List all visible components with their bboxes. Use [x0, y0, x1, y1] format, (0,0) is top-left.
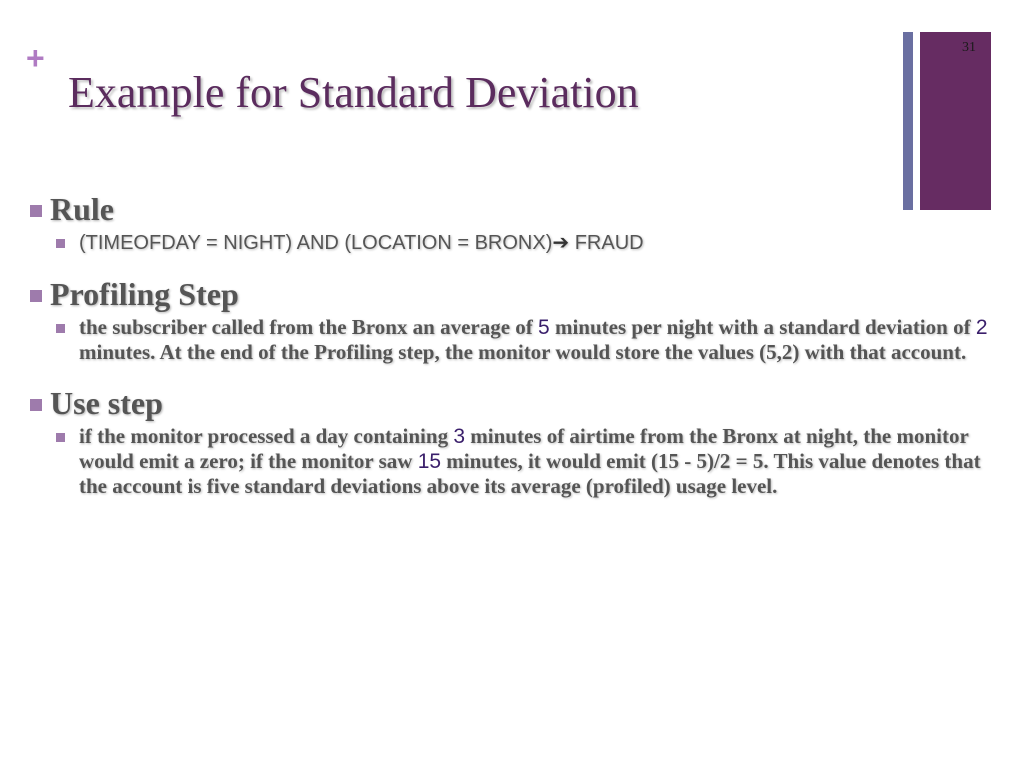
text-segment: minutes per night with a standard deviation of [549, 315, 976, 339]
section-heading: Use step [50, 385, 163, 421]
square-bullet-icon [30, 205, 42, 217]
sub-bullet-row [56, 424, 1000, 498]
square-bullet-icon [30, 290, 42, 302]
arrow-right-icon: ➔ [552, 230, 570, 254]
heading-row [30, 382, 1000, 424]
section-heading: Profiling Step [50, 276, 239, 312]
number-highlight: 3 [453, 425, 466, 448]
bullet-text [79, 424, 994, 498]
rule-result: FRAUD [569, 232, 644, 254]
plus-icon: + [26, 40, 45, 76]
text-segment: if the monitor processed a day containing [79, 424, 454, 448]
text-segment: minutes of airtime from the Bronx at night, the monitor would emit a zero; if the monitor saw [79, 424, 969, 473]
number-highlight: 15 [417, 450, 442, 473]
page-number: 31 [962, 40, 976, 55]
square-bullet-icon [56, 433, 65, 442]
number-highlight: 2 [975, 316, 988, 339]
accent-bar-thin [903, 32, 913, 210]
section-rule [30, 188, 1000, 255]
square-bullet-icon [30, 399, 42, 411]
heading-row [30, 273, 1000, 315]
slide-content [30, 188, 1000, 516]
heading-row [30, 188, 1000, 230]
bullet-text [79, 230, 994, 255]
section-use [30, 382, 1000, 498]
square-bullet-icon [56, 239, 65, 248]
slide-title: Example for Standard Deviation [68, 68, 639, 117]
text-segment: the subscriber called from the Bronx an average of [79, 315, 539, 339]
bullet-text [79, 315, 994, 364]
square-bullet-icon [56, 324, 65, 333]
number-highlight: 5 [538, 316, 550, 339]
section-profiling [30, 273, 1000, 364]
accent-bar-thick [920, 32, 991, 210]
sub-bullet-row [56, 230, 1000, 255]
text-segment: minutes. At the end of the Profiling step, the monitor would store the values (5,2) with that account. [79, 340, 967, 364]
sub-bullet-row [56, 315, 1000, 364]
rule-condition: (TIMEOFDAY = NIGHT) AND (LOCATION = BRONX) [79, 232, 553, 254]
section-heading: Rule [50, 191, 114, 227]
text-segment: minutes, it would emit (15 - 5)/2 = 5. This value denotes that the account is five standard deviations above its average (profiled) usage level. [79, 449, 981, 498]
